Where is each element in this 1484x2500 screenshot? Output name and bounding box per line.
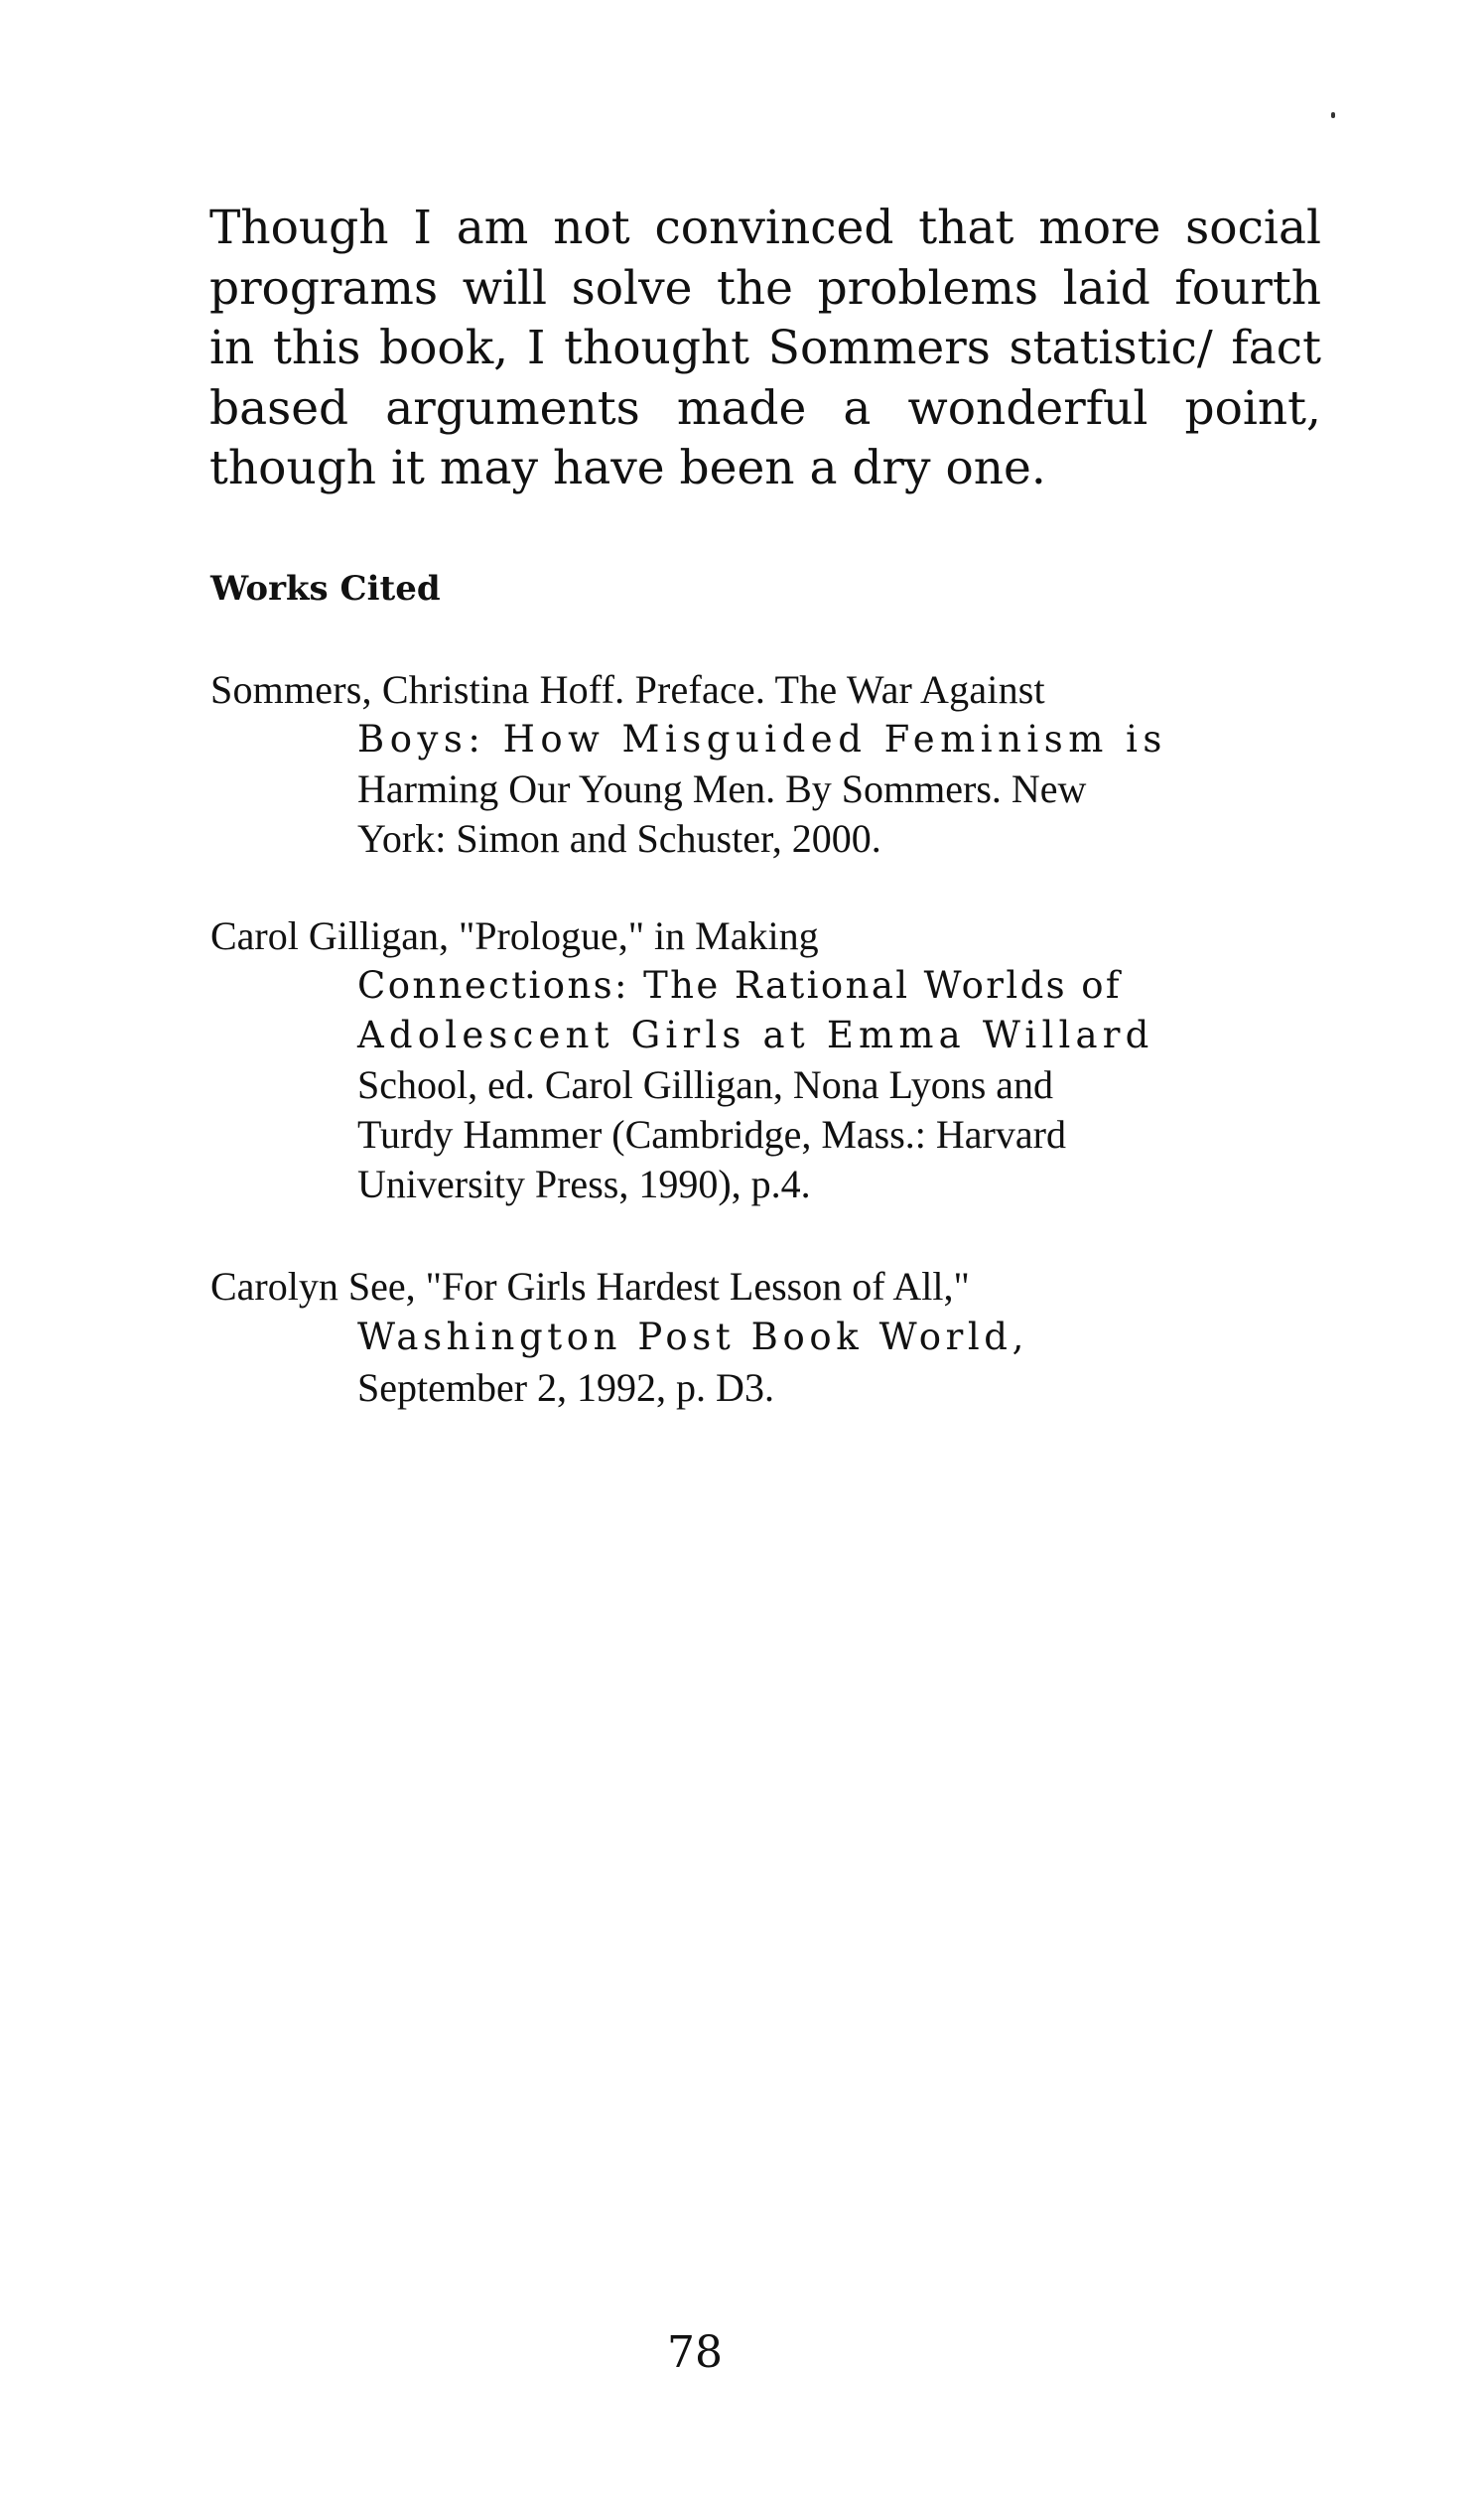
citation-line: Washington Post Book World, [357,1316,1028,1358]
citation-entry-see [210,1261,1322,1413]
page-number: 78 [667,2327,723,2378]
citation-line: Boys: How Misguided Feminism is [357,718,1167,761]
citation-entry-sommers [210,665,1322,864]
citation-line: Sommers, Christina Hoff. Preface. The War Against [210,667,1045,712]
citation-line: Turdy Hammer (Cambridge, Mass.: Harvard [357,1112,1066,1157]
body-paragraph: Though I am not convinced that more social programs will solve the problems laid fourth in this book, I thought Sommers statistic/ fact based arguments made a wonderful point, though it may have been a dry one. [209,201,1321,495]
citation-line: Adolescent Girls at Emma Willard [357,1014,1154,1056]
citation-line: York: Simon and Schuster, 2000. [357,816,881,861]
citation-entry-gilligan [210,911,1322,1209]
citation-line: September 2, 1992, p. D3. [357,1365,774,1410]
scan-speck [1331,112,1335,118]
citation-line: Harming Our Young Men. By Sommers. New [357,766,1087,811]
citation-line: School, ed. Carol Gilligan, Nona Lyons and [357,1062,1054,1107]
works-cited-heading: Works Cited [210,569,441,609]
citation-line: Carolyn See, "For Girls Hardest Lesson of All," [210,1264,970,1309]
citation-line: Connections: The Rational Worlds of [357,964,1122,1007]
citation-line: Carol Gilligan, "Prologue," in Making [210,913,819,958]
citation-line: University Press, 1990), p.4. [357,1162,811,1206]
